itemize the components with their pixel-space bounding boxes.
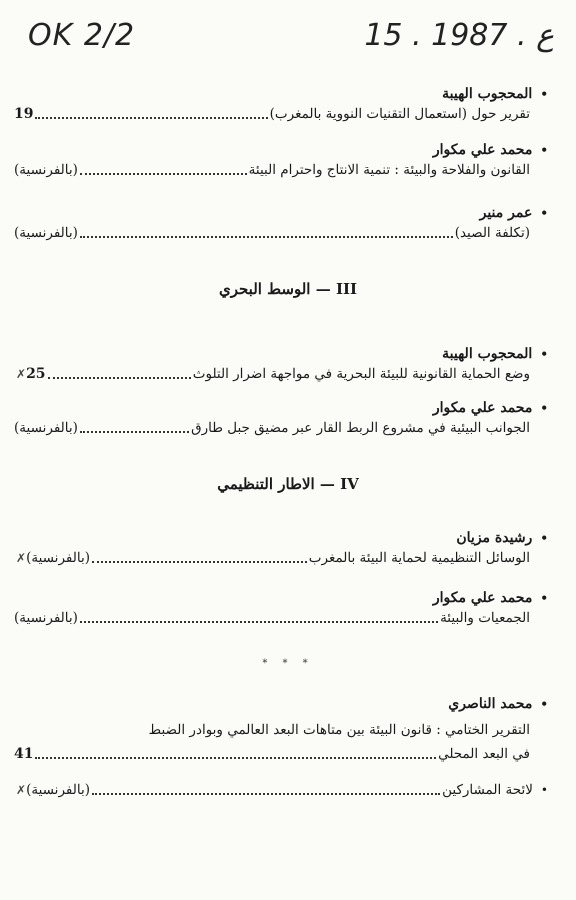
toc-entry bbox=[14, 398, 548, 438]
entry-line bbox=[14, 104, 530, 124]
entry-language-note: (بالفرنسية) bbox=[14, 420, 78, 436]
leader-dots bbox=[80, 621, 438, 623]
entry-title: القانون والفلاحة والبيئة : تنمية الانتاج واحترام البيئة bbox=[248, 162, 530, 178]
bullet-icon: • bbox=[540, 591, 548, 605]
section-heading-iv: IV — الاطار التنظيمي bbox=[217, 475, 359, 493]
toc-entry bbox=[14, 344, 548, 384]
entry-language-note: (بالفرنسية)✗ bbox=[16, 550, 90, 566]
handwritten-ok-note: OK 2/2 bbox=[28, 18, 136, 53]
entry-author: •المحجوب الهيبة bbox=[442, 346, 548, 362]
entry-language-note: (بالفرنسية) bbox=[14, 162, 78, 178]
leader-dots bbox=[92, 793, 440, 795]
entry-author: •عمر منير bbox=[479, 205, 548, 221]
entry-language-note: (بالفرنسية) bbox=[14, 610, 78, 626]
bullet-icon: • bbox=[540, 531, 548, 545]
entry-title: وضع الحماية القانونية للبيئة البحرية في مواجهة اضرار التلوث bbox=[192, 366, 530, 382]
section-title: الوسط البحري bbox=[218, 280, 311, 298]
bullet-icon: • bbox=[540, 87, 548, 101]
leader-dots bbox=[35, 757, 436, 759]
toc-entry bbox=[14, 84, 548, 124]
entry-author: •محمد علي مكوار bbox=[432, 400, 548, 416]
entry-line bbox=[14, 780, 548, 800]
entry-title: الجوانب البيئية في مشروع الربط القار عبر مضيق جبل طارق bbox=[191, 420, 530, 436]
entry-page: ✗25 bbox=[16, 366, 46, 382]
entry-line bbox=[14, 223, 530, 243]
entry-title: تقرير حول (استعمال التقنيات النووية بالمغرب) bbox=[269, 106, 530, 122]
entry-language-note: (بالفرنسية)✗ bbox=[16, 782, 90, 798]
section-heading-iii: III — الوسط البحري bbox=[218, 280, 357, 298]
separator-stars: * * * bbox=[262, 658, 314, 669]
section-number: IV bbox=[340, 475, 359, 493]
handwritten-x-mark: ✗ bbox=[16, 551, 27, 565]
toc-entry bbox=[14, 528, 548, 568]
entry-line bbox=[14, 364, 530, 384]
leader-dots bbox=[35, 117, 267, 119]
leader-dots bbox=[92, 561, 307, 563]
leader-dots bbox=[80, 236, 453, 238]
entry-page: 19 bbox=[14, 106, 34, 122]
entry-author: •محمد الناصري bbox=[448, 696, 548, 712]
entry-title: •لائحة المشاركين bbox=[442, 782, 548, 798]
entry-title-line-1: التقرير الختامي : قانون البيئة بين متاهات البعد العالمي وبوادر الضبط bbox=[148, 722, 530, 738]
entry-line bbox=[14, 744, 530, 764]
entry-line bbox=[14, 548, 530, 568]
entry-title: الوسائل التنظيمية لحماية البيئة بالمغرب bbox=[308, 550, 530, 566]
bullet-icon: • bbox=[540, 206, 548, 220]
leader-dots bbox=[80, 173, 247, 175]
handwritten-date: 15 . ع . 1987 bbox=[364, 18, 554, 53]
toc-entry-participants bbox=[14, 780, 548, 800]
leader-dots bbox=[48, 377, 191, 379]
toc-entry bbox=[14, 203, 548, 243]
bullet-icon: • bbox=[540, 347, 548, 361]
entry-author: •رشيدة مزيان bbox=[456, 530, 548, 546]
handwritten-x-mark: ✗ bbox=[16, 367, 27, 381]
entry-author: •محمد علي مكوار bbox=[432, 142, 548, 158]
entry-author: •المحجوب الهيبة bbox=[442, 86, 548, 102]
entry-line bbox=[14, 608, 530, 628]
toc-entry-final-report bbox=[14, 694, 548, 764]
entry-title: (تكلفة الصيد) bbox=[454, 225, 530, 241]
entry-author: •محمد علي مكوار bbox=[432, 590, 548, 606]
entry-line bbox=[14, 418, 530, 438]
toc-entry bbox=[14, 588, 548, 628]
entry-page: 41 bbox=[14, 746, 34, 762]
entry-title-line-2: في البعد المحلي bbox=[438, 746, 530, 762]
handwritten-x-mark: ✗ bbox=[16, 783, 27, 797]
toc-entry bbox=[14, 140, 548, 180]
section-number: III bbox=[335, 280, 357, 298]
leader-dots bbox=[80, 431, 189, 433]
entry-line bbox=[14, 160, 530, 180]
entry-title: الجمعيات والبيئة bbox=[440, 610, 530, 626]
bullet-icon: • bbox=[540, 401, 548, 415]
bullet-icon: • bbox=[540, 143, 548, 157]
bullet-icon: • bbox=[540, 783, 548, 797]
bullet-icon: • bbox=[540, 697, 548, 711]
entry-language-note: (بالفرنسية) bbox=[14, 225, 78, 241]
section-title: الاطار التنظيمي bbox=[217, 475, 315, 493]
